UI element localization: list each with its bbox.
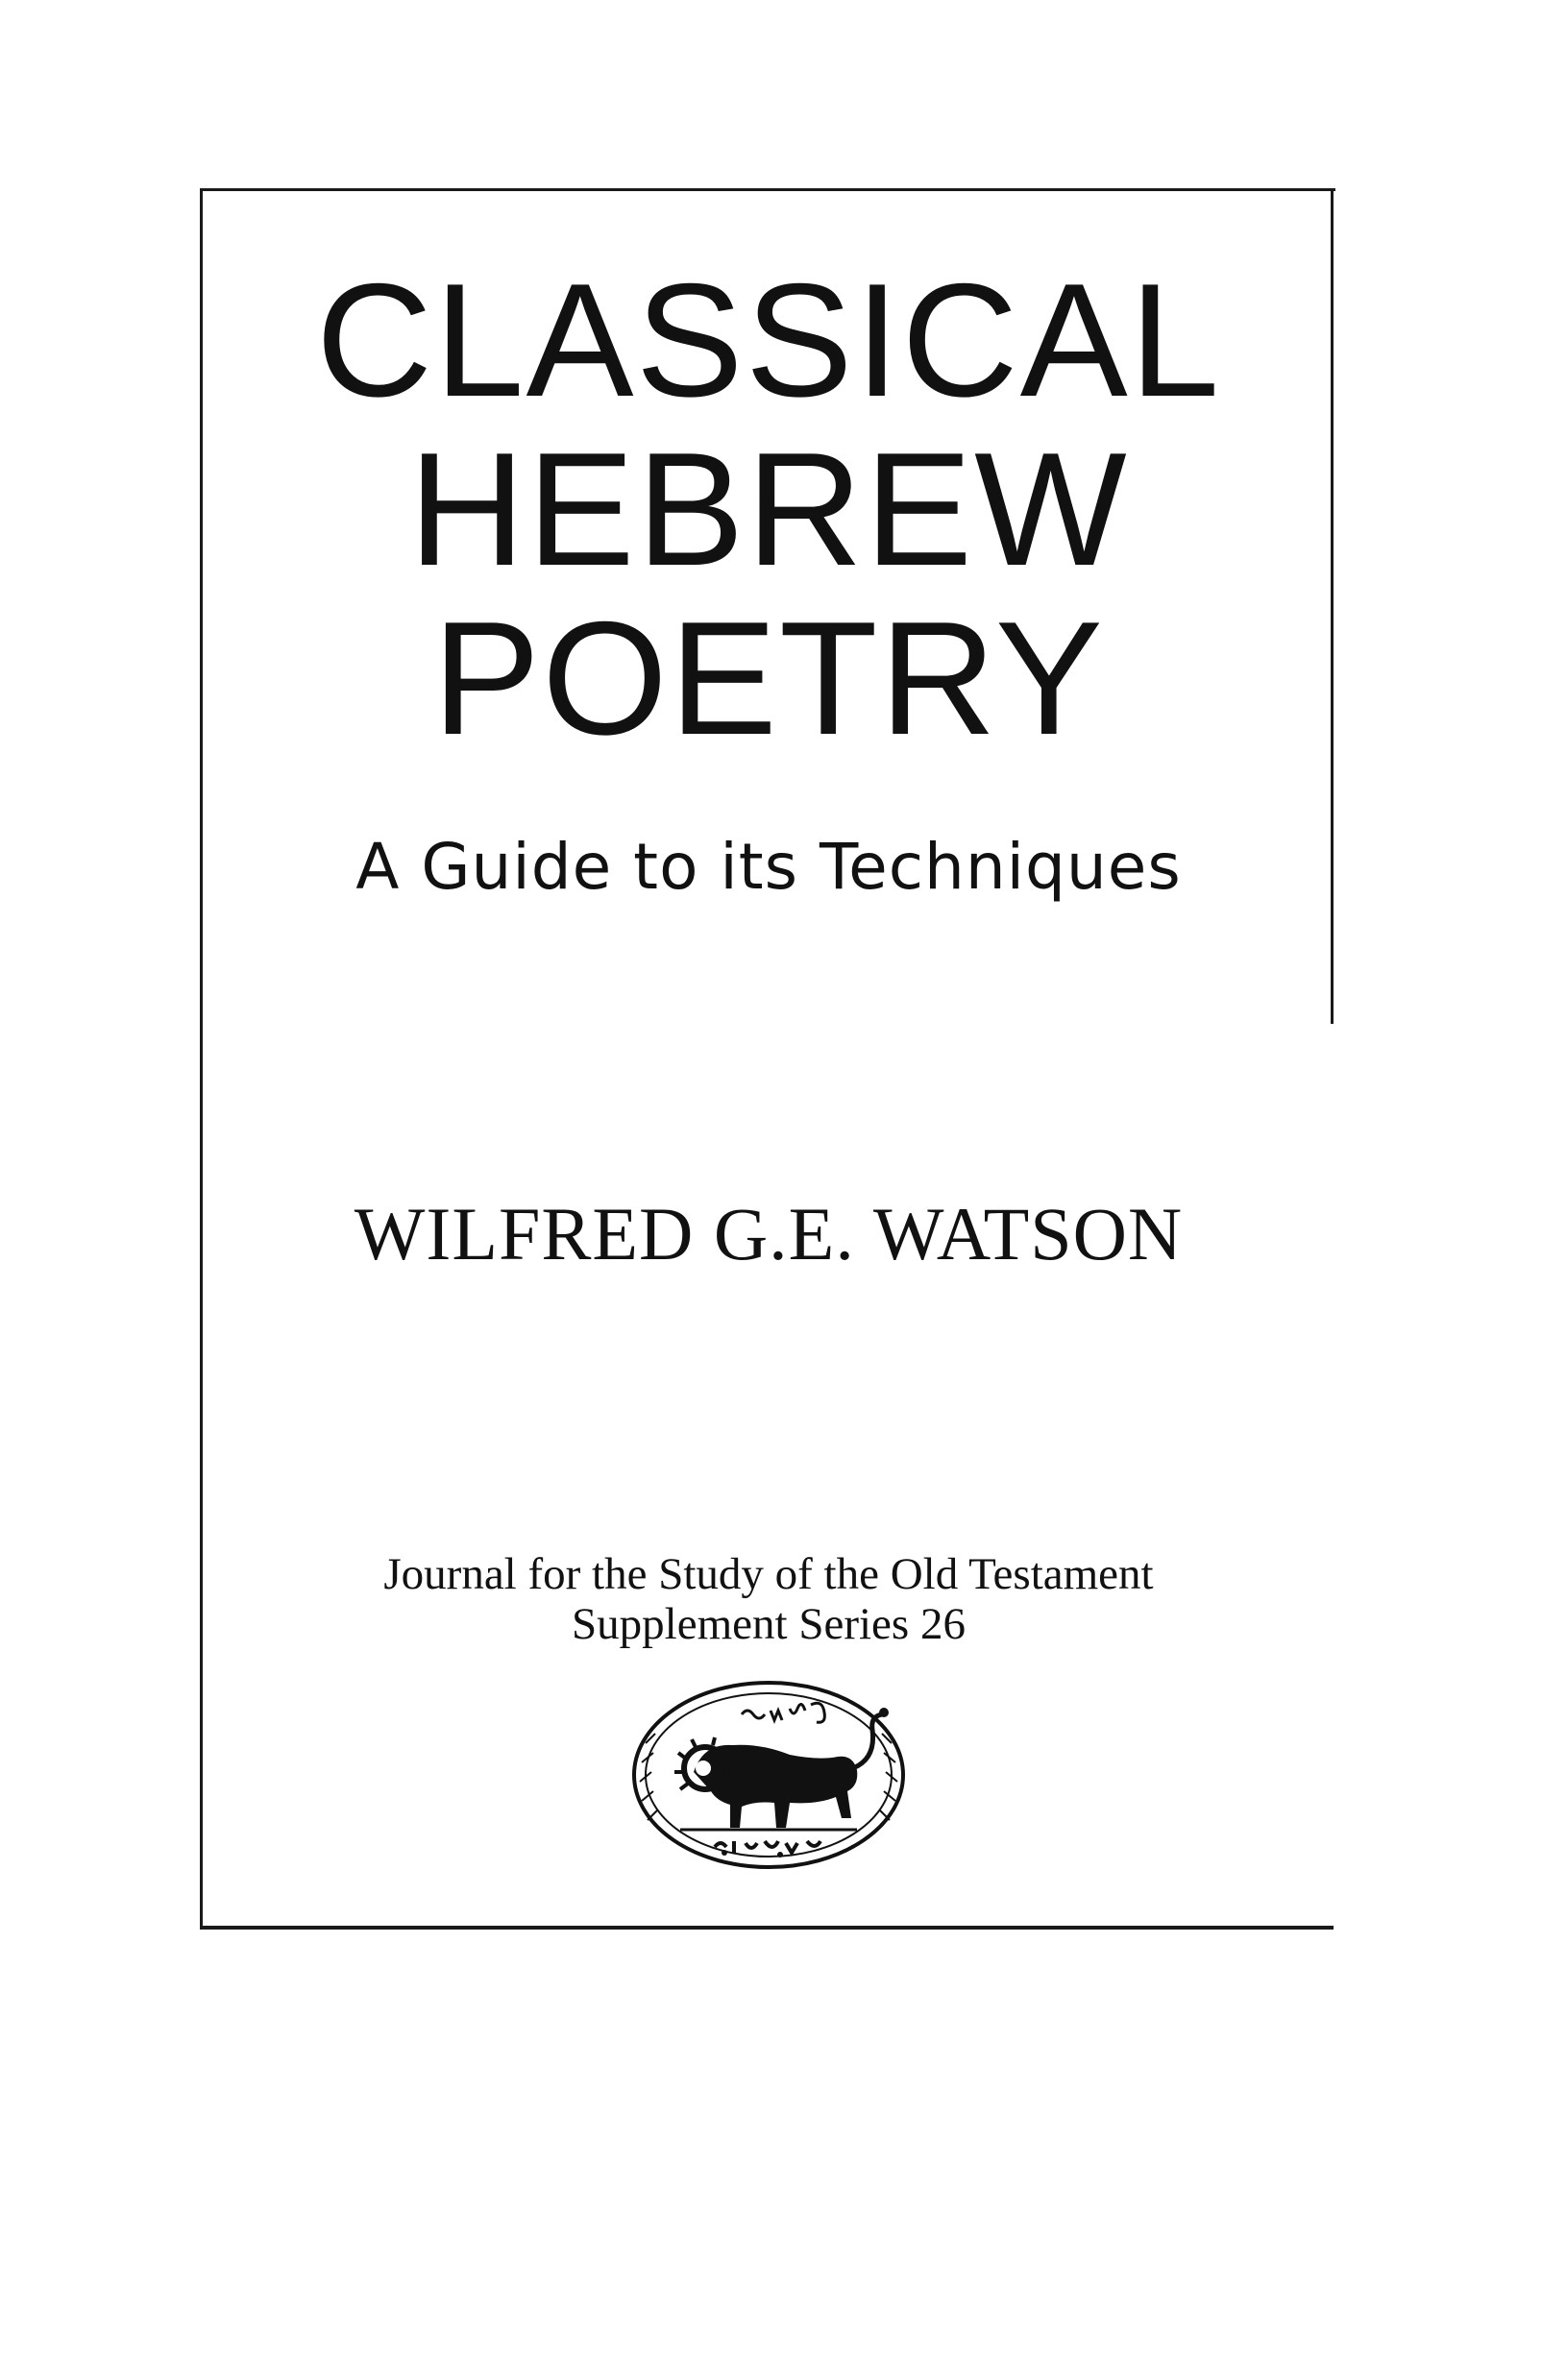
book-title-line-1: CLASSICAL (315, 250, 1222, 430)
frame-top-rule (202, 188, 1335, 191)
book-subtitle: A Guide to its Techniques (355, 830, 1182, 904)
author-name: WILFRED G.E. WATSON (354, 1192, 1184, 1275)
book-title-line-3: POETRY (432, 588, 1105, 768)
frame-left-rule (200, 188, 203, 1929)
frame-bottom-rule (200, 1926, 1334, 1930)
series-name: Journal for the Study of the Old Testament (383, 1549, 1154, 1599)
series-number: Supplement Series 26 (572, 1599, 966, 1649)
book-title-line-2: HEBREW (408, 419, 1129, 599)
lion-seal-icon (626, 1676, 911, 1873)
frame-right-rule (1331, 188, 1334, 1024)
